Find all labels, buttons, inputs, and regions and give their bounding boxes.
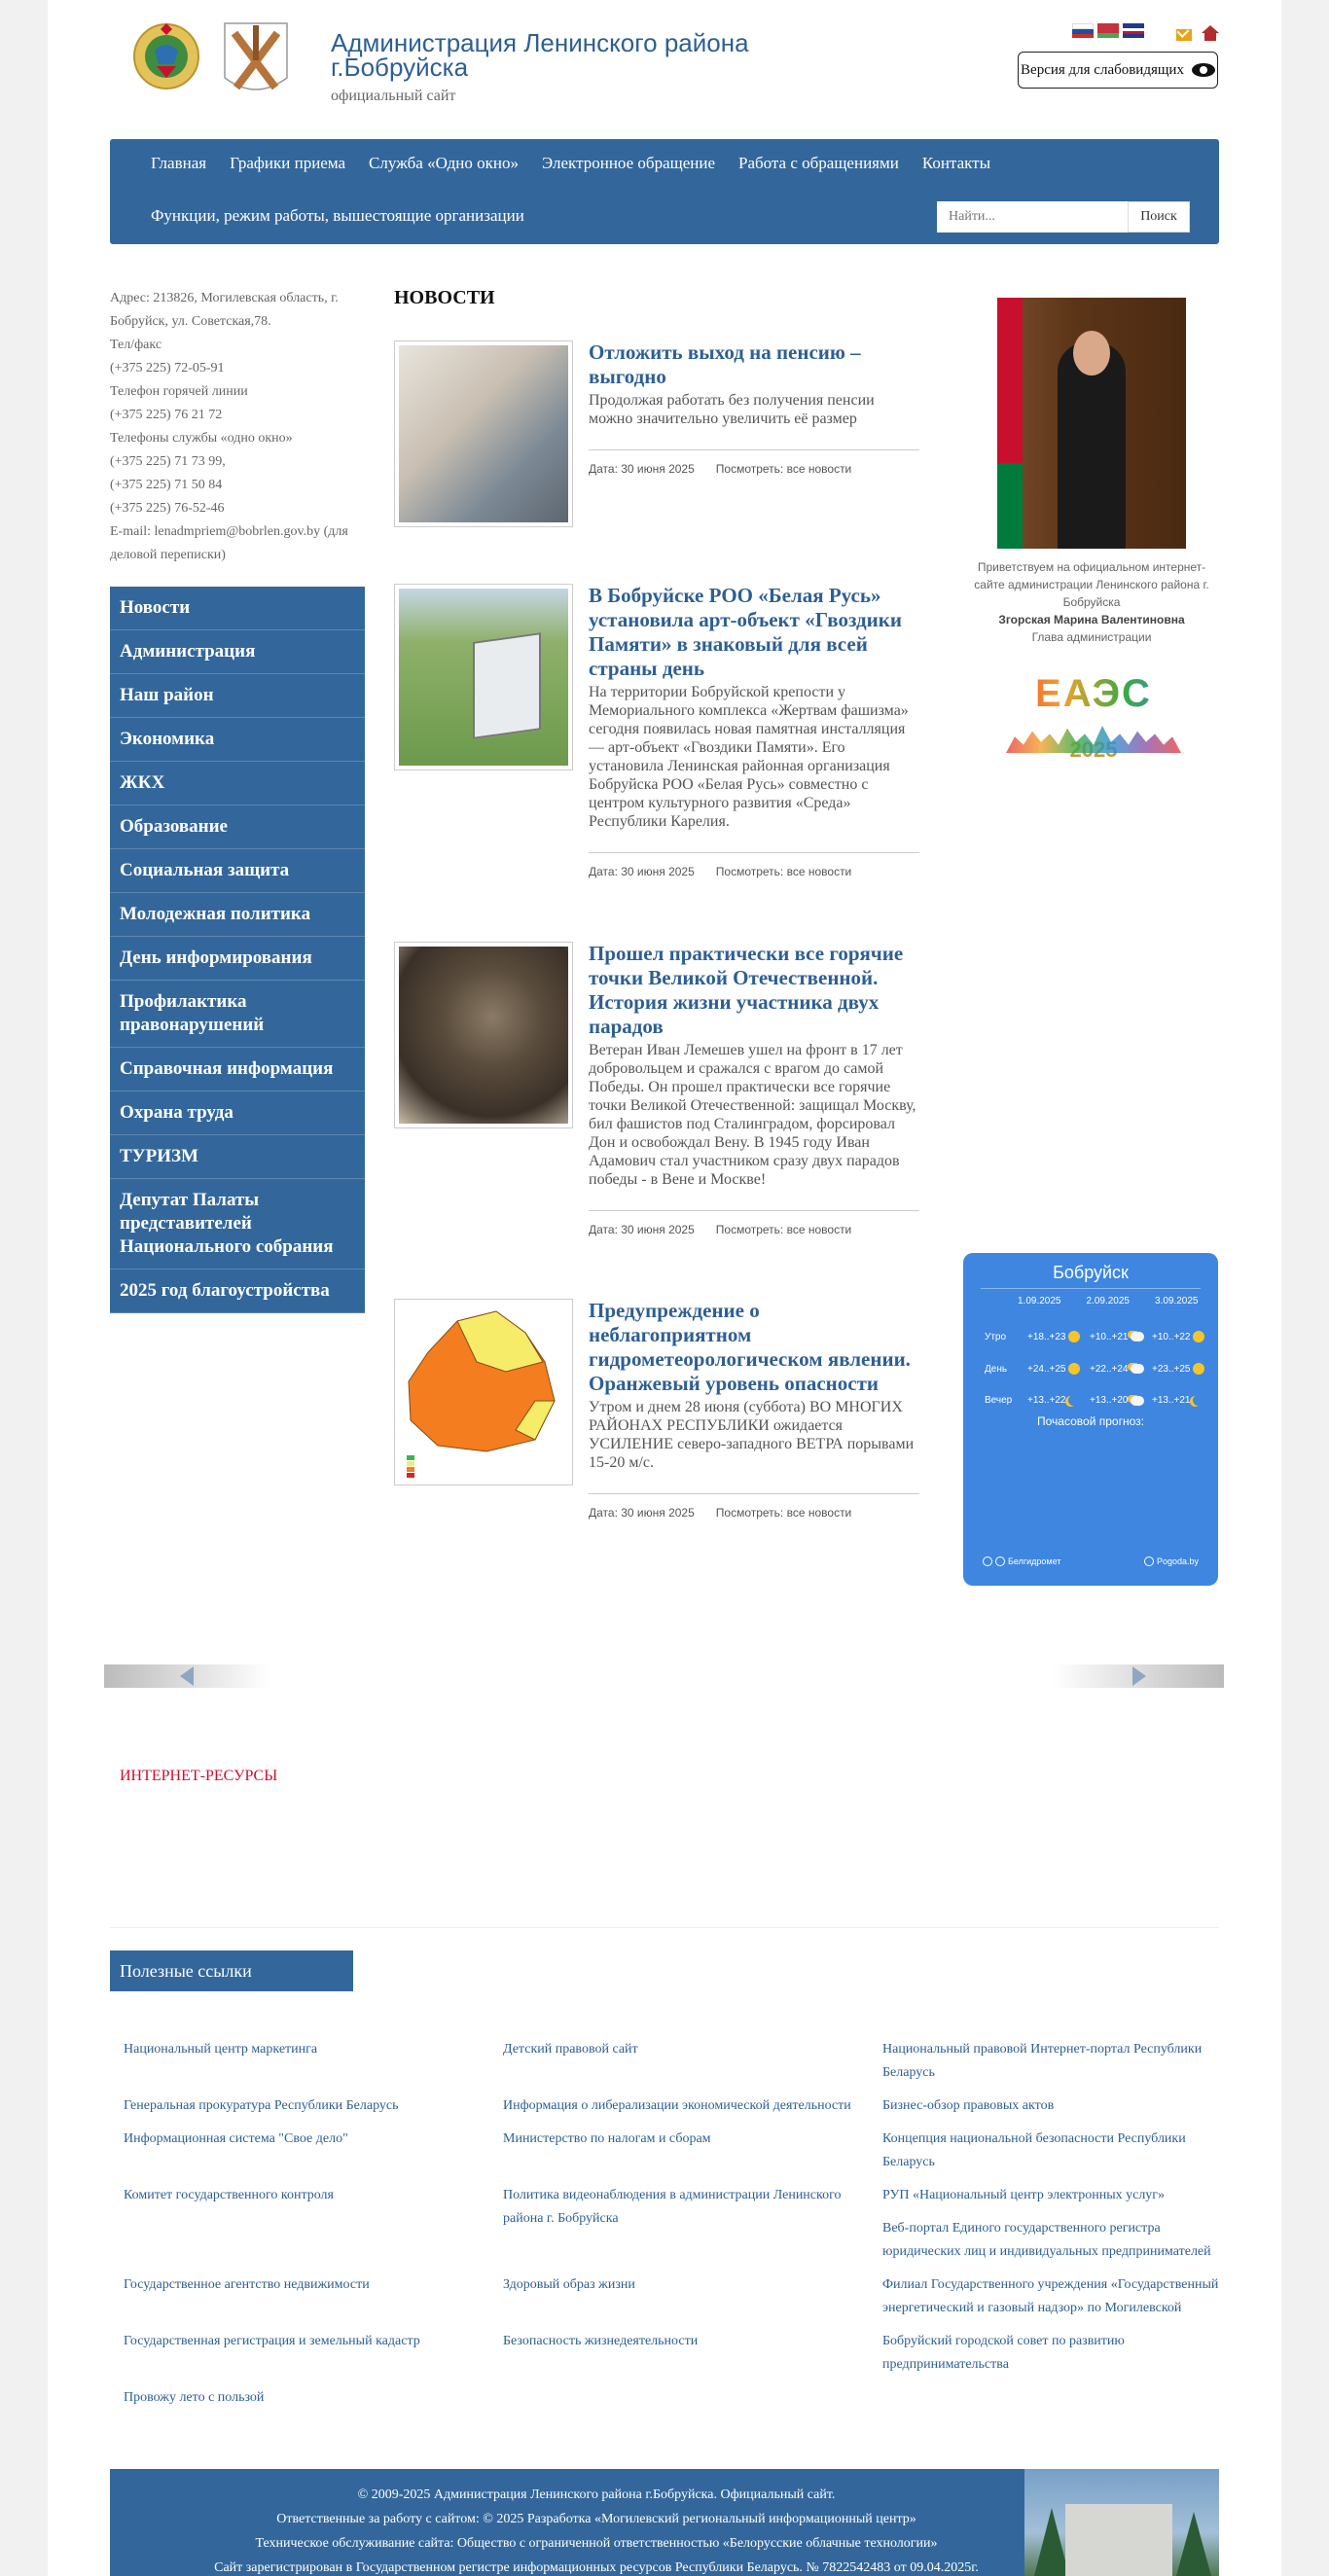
- sidebar-menu-item[interactable]: Молодежная политика: [110, 893, 365, 937]
- forecast-cell: [1090, 1395, 1152, 1406]
- forecast-date: 2.09.2025: [1086, 1296, 1130, 1306]
- weather-source-left-label: Белгидромет: [1008, 1556, 1061, 1566]
- sidebar-menu: [110, 587, 365, 1313]
- footer-line: © 2009-2025 Администрация Ленинского района г.Бобруйска. Официальный сайт.: [357, 2487, 836, 2502]
- sidebar-menu-item[interactable]: Образование: [110, 805, 365, 849]
- nav-link[interactable]: Контакты: [921, 154, 991, 172]
- news-meta: [589, 1493, 919, 1520]
- useful-link[interactable]: Бобруйский городской совет по развитию предпринимательства: [882, 2334, 1125, 2372]
- head-caption: [972, 558, 1211, 646]
- slider-prev-area: [104, 1664, 269, 1688]
- footer-line: Техническое обслуживание сайта: Общество с ограниченной ответственностью «Белорусские облачные технологии»: [255, 2536, 938, 2551]
- weather-source-right[interactable]: [1144, 1556, 1199, 1566]
- building-illustration: [1024, 2469, 1219, 2576]
- sidebar-menu-item[interactable]: Администрация: [110, 630, 365, 674]
- search-button[interactable]: Поиск: [1128, 201, 1190, 233]
- useful-link[interactable]: Филиал Государственного учреждения «Государственный энергетический и газовый надзор» по Могилевской: [882, 2277, 1219, 2315]
- forecast-temp: +13..+22: [1027, 1395, 1066, 1406]
- forecast-cell: [1027, 1363, 1090, 1375]
- useful-link[interactable]: Безопасность жизнедеятельности: [503, 2334, 699, 2348]
- flag-uk-icon[interactable]: [1123, 23, 1144, 38]
- page: [48, 0, 1281, 2576]
- contact-line: E-mail: lenadmpriem@bobrlen.gov.by (для деловой переписки): [110, 524, 348, 562]
- footer: [110, 2469, 1219, 2576]
- useful-link[interactable]: Веб-портал Единого государственного регистра юридических лиц и индивидуальных предпринимателей: [882, 2221, 1211, 2259]
- nav-link[interactable]: Электронное обращение: [542, 154, 715, 172]
- news-title[interactable]: Предупреждение о неблагоприятном гидрометеорологическом явлении. Оранжевый уровень опасности: [589, 1299, 911, 1395]
- divider: [110, 1927, 1219, 1928]
- weather-widget: [963, 1253, 1218, 1586]
- sidebar-menu-item[interactable]: 2025 год благоустройства: [110, 1270, 365, 1313]
- sidebar-menu-item[interactable]: Депутат Палаты представителей Национального собрания: [110, 1179, 365, 1270]
- sidebar-menu-item[interactable]: День информирования: [110, 937, 365, 981]
- news-more-link[interactable]: Посмотреть: все новости: [715, 1223, 852, 1236]
- useful-link[interactable]: Детский правовой сайт: [503, 2042, 638, 2057]
- forecast-temp: +13..+21: [1152, 1395, 1191, 1406]
- useful-link[interactable]: Национальный центр маркетинга: [124, 2042, 318, 2057]
- news-title[interactable]: В Бобруйске РОО «Белая Русь» установила арт-объект «Гвоздики Памяти» в знаковый для всей страны день: [589, 584, 902, 680]
- vision-button-label: Версия для слабовидящих: [1021, 61, 1184, 78]
- sidebar-menu-item[interactable]: Справочная информация: [110, 1048, 365, 1091]
- forecast-row: [985, 1395, 1214, 1406]
- useful-link[interactable]: Бизнес-обзор правовых актов: [882, 2098, 1055, 2113]
- news-more-link[interactable]: Посмотреть: все новости: [715, 1506, 852, 1520]
- head-greeting: Приветствуем на официальном интернет-сайте администрации Ленинского района г. Бобруйска: [974, 560, 1209, 609]
- site-subtitle: официальный сайт: [331, 88, 456, 104]
- head-of-administration-photo[interactable]: [997, 298, 1186, 549]
- useful-links-heading: Полезные ссылки: [110, 1950, 353, 1991]
- forecast-temp: +24..+25: [1027, 1363, 1066, 1375]
- forecast-temp: +22..+24: [1090, 1363, 1129, 1375]
- belarus-emblem-icon[interactable]: [131, 21, 201, 91]
- slider-next-area: [1053, 1664, 1224, 1688]
- forecast-row: [985, 1363, 1214, 1375]
- forecast-cell: [1152, 1395, 1214, 1406]
- news-text: На территории Бобруйской крепости у Мемориального комплекса «Жертвам фашизма» сегодня появилась новая памятная инсталляция — арт-объект «Гвоздики Памяти». Его установила Ленинская районная организация Бобруйска РОО «Белая Русь» совместно с центром культурного развития «Среда» Республики Карелия.: [589, 684, 909, 830]
- forecast-period: Вечер: [985, 1395, 1013, 1406]
- moon-icon: [1068, 1395, 1079, 1406]
- news-meta: [589, 1210, 919, 1236]
- nav-link[interactable]: Работа с обращениями: [737, 154, 899, 172]
- contacts-block: [110, 287, 365, 567]
- sun-icon: [1193, 1331, 1204, 1342]
- main-nav: [110, 139, 1219, 244]
- home-icon[interactable]: [1202, 25, 1219, 41]
- mail-icon[interactable]: [1176, 29, 1192, 41]
- useful-link[interactable]: Государственное агентство недвижимости: [124, 2277, 370, 2292]
- belhydromet-icon: [983, 1556, 992, 1566]
- news-date: Дата: 30 июня 2025: [589, 462, 695, 476]
- useful-link[interactable]: Политика видеонаблюдения в администрации Ленинского района г. Бобруйска: [503, 2188, 842, 2226]
- useful-link[interactable]: Национальный правовой Интернет-портал Республики Беларусь: [882, 2042, 1203, 2080]
- vision-impaired-button[interactable]: [1018, 52, 1218, 89]
- news-image[interactable]: [394, 340, 573, 527]
- footer-line: Сайт зарегистрирован в Государственном регистре информационных ресурсов Республики Беларусь. № 7822542483 от 09.04.2025г.: [214, 2560, 979, 2575]
- news-image[interactable]: [394, 584, 573, 770]
- forecast-date: 3.09.2025: [1155, 1296, 1199, 1306]
- search-input[interactable]: [937, 201, 1128, 233]
- weather-warning-map: [399, 1304, 568, 1481]
- useful-link[interactable]: РУП «Национальный центр электронных услуг»: [882, 2188, 1166, 2202]
- chevron-right-icon[interactable]: [1132, 1666, 1146, 1686]
- weather-source-right-label: Pogoda.by: [1156, 1556, 1199, 1566]
- contact-line: Тел/факс: [110, 338, 162, 352]
- bobruisk-coat-of-arms-icon[interactable]: [221, 19, 291, 101]
- news-image[interactable]: [394, 1299, 573, 1485]
- contact-line: (+375 225) 76-52-46: [110, 501, 225, 516]
- news-more-link[interactable]: Посмотреть: все новости: [715, 865, 852, 878]
- contact-line: (+375 225) 71 50 84: [110, 478, 223, 492]
- cloud-icon: [1131, 1332, 1144, 1342]
- hourly-forecast-label[interactable]: Почасовой прогноз:: [1037, 1414, 1144, 1428]
- site-title[interactable]: Администрация Ленинского района г.Бобруйска: [331, 28, 749, 82]
- contact-line: (+375 225) 72-05-91: [110, 361, 225, 376]
- sidebar-menu-item[interactable]: ЖКХ: [110, 762, 365, 805]
- forecast-cell: [1152, 1363, 1214, 1375]
- news-text: Ветеран Иван Лемешев ушел на фронт в 17 лет добровольцем и сражался с врагом до самой Победы. Он прошел практически все горячие точки Великой Отечественной: защищал Москву, бил фашистов под Сталинградом, форсировал Дон и освобождал Вену. В 1945 году Иван Адамович стал участником сразу двух парадов победы - в Вене и Москве!: [589, 1042, 916, 1188]
- nav-link[interactable]: Служба «Одно окно»: [369, 154, 520, 172]
- contact-line: Телефоны службы «одно окно»: [110, 431, 293, 446]
- footer-line: Ответственные за работу с сайтом: © 2025 Разработка «Могилевский региональный информационный центр»: [276, 2512, 916, 2526]
- sidebar-menu-item[interactable]: Социальная защита: [110, 849, 365, 893]
- eaes-2025-banner[interactable]: [1001, 671, 1186, 782]
- contact-line: (+375 225) 76 21 72: [110, 408, 223, 422]
- forecast-temp: +23..+25: [1152, 1363, 1191, 1375]
- news-meta: [589, 852, 919, 878]
- eaes-logo-text: ЕАЭС: [1001, 671, 1186, 716]
- sun-icon: [1068, 1331, 1080, 1342]
- eye-icon: [1192, 63, 1215, 77]
- useful-link[interactable]: Министерство по налогам и сборам: [503, 2131, 711, 2146]
- contact-line: Адрес: 213826, Могилевская область, г. Бобруйск, ул. Советская,78.: [110, 291, 339, 329]
- sidebar-menu-item[interactable]: ТУРИЗМ: [110, 1135, 365, 1179]
- sun-icon: [1193, 1363, 1204, 1375]
- sun-icon: [1068, 1363, 1080, 1375]
- head-position: Глава администрации: [1031, 630, 1152, 644]
- forecast-temp: +18..+23: [1027, 1331, 1066, 1342]
- internet-resources-heading: ИНТЕРНЕТ-РЕСУРСЫ: [120, 1768, 278, 1784]
- news-heading: НОВОСТИ: [394, 287, 495, 308]
- useful-link[interactable]: Генеральная прокуратура Республики Беларусь: [124, 2098, 399, 2113]
- nav-link[interactable]: Графики приема: [230, 154, 346, 172]
- forecast-cell: [1152, 1331, 1214, 1342]
- contact-line: Телефон горячей линии: [110, 384, 248, 399]
- useful-link[interactable]: Провожу лето с пользой: [124, 2390, 265, 2405]
- news-title[interactable]: Отложить выход на пенсию – выгодно: [589, 340, 861, 388]
- flag-by-icon[interactable]: [1097, 23, 1119, 38]
- news-image[interactable]: [394, 942, 573, 1128]
- forecast-period: День: [985, 1363, 1008, 1375]
- head-name: Згорская Марина Валентиновна: [998, 613, 1185, 626]
- forecast-row: [985, 1331, 1214, 1342]
- language-switcher: [1072, 23, 1144, 38]
- forecast-temp: +13..+20: [1090, 1395, 1129, 1406]
- useful-link[interactable]: Государственная регистрация и земельный кадастр: [124, 2334, 420, 2348]
- news-text: Продолжая работать без получения пенсии можно значительно увеличить её размер: [589, 392, 875, 427]
- pogoda-icon: [1144, 1556, 1154, 1566]
- flag-ru-icon[interactable]: [1072, 23, 1094, 38]
- chevron-left-icon[interactable]: [180, 1666, 194, 1686]
- sidebar-menu-item[interactable]: Охрана труда: [110, 1091, 365, 1135]
- news-text: Утром и днем 28 июня (суббота) ВО МНОГИХ РАЙОНАХ РЕСПУБЛИКИ ожидается УСИЛЕНИЕ северо-западного ВЕТРА порывами 15-20 м/с.: [589, 1399, 915, 1471]
- sidebar-menu-item[interactable]: Профилактика правонарушений: [110, 981, 365, 1048]
- news-date: Дата: 30 июня 2025: [589, 865, 695, 878]
- forecast-temp: +10..+21: [1090, 1331, 1129, 1342]
- cloud-icon: [1131, 1396, 1144, 1406]
- weather-city: Бобруйск: [1053, 1263, 1129, 1282]
- sidebar-menu-item[interactable]: Экономика: [110, 718, 365, 762]
- forecast-cell: [1090, 1332, 1152, 1342]
- news-more-link[interactable]: Посмотреть: все новости: [715, 462, 852, 476]
- sidebar-menu-item[interactable]: Новости: [110, 587, 365, 630]
- weather-source-left[interactable]: [983, 1556, 1060, 1566]
- moon-icon: [1193, 1395, 1203, 1406]
- news-date: Дата: 30 июня 2025: [589, 1223, 695, 1236]
- news-meta: [589, 449, 919, 476]
- nav-link[interactable]: Функции, режим работы, вышестоящие организации: [151, 206, 524, 225]
- forecast-cell: [1027, 1331, 1090, 1342]
- contact-line: (+375 225) 71 73 99,: [110, 454, 226, 469]
- news-title[interactable]: Прошел практически все горячие точки Великой Отечественной. История жизни участника двух парадов: [589, 942, 904, 1038]
- forecast-date: 1.09.2025: [1018, 1296, 1061, 1306]
- cloud-icon: [1131, 1364, 1144, 1374]
- forecast-cell: [1090, 1364, 1152, 1375]
- useful-link[interactable]: Информационная система "Свое дело": [124, 2131, 348, 2146]
- useful-link[interactable]: Концепция национальной безопасности Республики Беларусь: [882, 2131, 1186, 2169]
- sidebar-menu-item[interactable]: Наш район: [110, 674, 365, 718]
- news-date: Дата: 30 июня 2025: [589, 1506, 695, 1520]
- useful-link[interactable]: Информация о либерализации экономической деятельности: [503, 2098, 851, 2113]
- belhydromet-icon-2: [995, 1556, 1005, 1566]
- forecast-period: Утро: [985, 1331, 1007, 1342]
- useful-link[interactable]: Здоровый образ жизни: [503, 2277, 635, 2292]
- useful-link[interactable]: Комитет государственного контроля: [124, 2188, 334, 2202]
- forecast-temp: +10..+22: [1152, 1331, 1191, 1342]
- nav-link[interactable]: Главная: [151, 154, 207, 172]
- forecast-cell: [1027, 1395, 1090, 1406]
